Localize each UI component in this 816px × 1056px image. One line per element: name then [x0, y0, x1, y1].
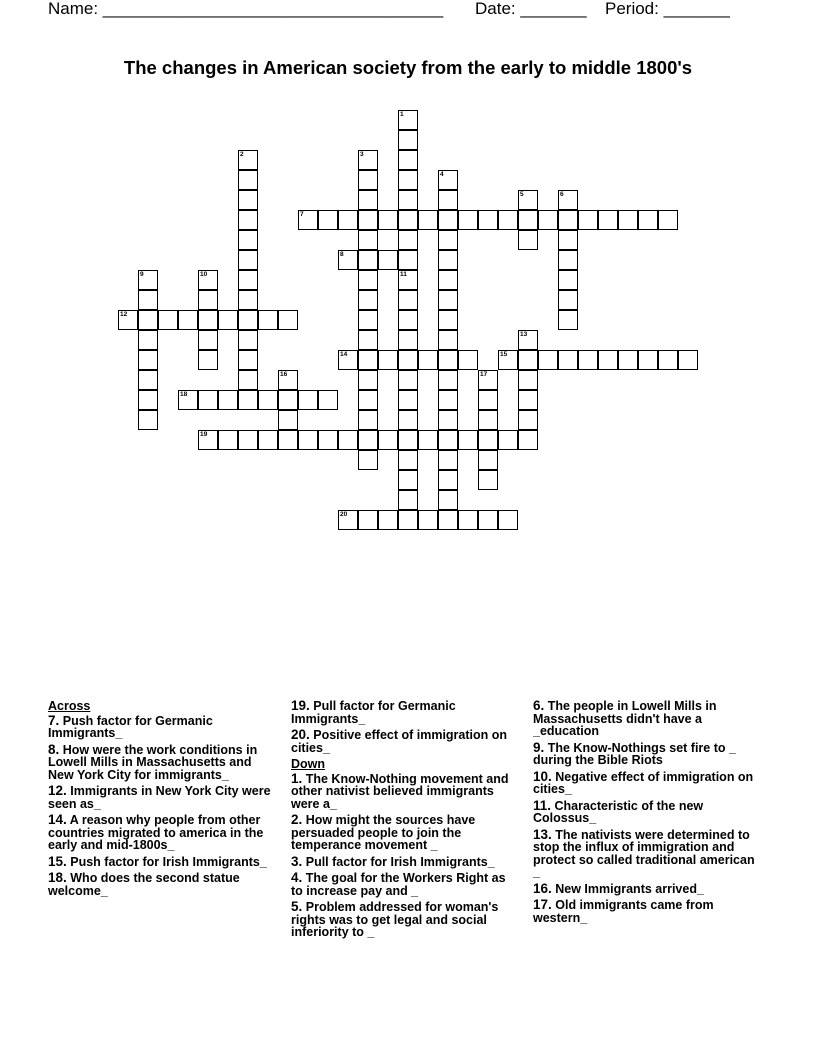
crossword-cell[interactable]	[438, 370, 458, 390]
clue-number: 8	[340, 251, 344, 258]
crossword-cell[interactable]	[478, 390, 498, 410]
crossword-cell[interactable]	[558, 310, 578, 330]
period-field[interactable]: Period: _______	[605, 0, 730, 18]
crossword-cell[interactable]	[298, 430, 318, 450]
crossword-cell[interactable]	[198, 310, 218, 330]
clues-column-3	[533, 700, 758, 928]
crossword-cell[interactable]	[438, 390, 458, 410]
crossword-cell[interactable]	[598, 350, 618, 370]
crossword-cell[interactable]	[398, 250, 418, 270]
crossword-cell[interactable]	[558, 270, 578, 290]
crossword-cell[interactable]	[358, 390, 378, 410]
crossword-cell[interactable]	[398, 290, 418, 310]
clue-number: 15	[500, 351, 508, 358]
clue-across-15: 15. Push factor for Irish Immigrants_	[48, 853, 267, 869]
crossword-cell[interactable]	[298, 210, 318, 230]
crossword-cell[interactable]	[398, 210, 418, 230]
crossword-cell[interactable]	[658, 350, 678, 370]
crossword-cell[interactable]	[358, 450, 378, 470]
crossword-cell[interactable]	[398, 270, 418, 290]
crossword-cell[interactable]	[358, 230, 378, 250]
crossword-cell[interactable]	[438, 170, 458, 190]
crossword-cell[interactable]	[478, 510, 498, 530]
crossword-cell[interactable]	[478, 470, 498, 490]
crossword-cell[interactable]	[518, 210, 538, 230]
crossword-cell[interactable]	[138, 390, 158, 410]
crossword-cell[interactable]	[158, 310, 178, 330]
crossword-cell[interactable]	[318, 390, 338, 410]
clue-across-19: 19. Pull factor for Germanic Immigrants_	[291, 698, 456, 726]
crossword-cell[interactable]	[238, 230, 258, 250]
crossword-cell[interactable]	[238, 290, 258, 310]
crossword-cell[interactable]	[438, 250, 458, 270]
crossword-cell[interactable]	[438, 470, 458, 490]
crossword-cell[interactable]	[558, 290, 578, 310]
crossword-cell[interactable]	[418, 210, 438, 230]
crossword-cell[interactable]	[518, 350, 538, 370]
clue-down-5: 5. Problem addressed for woman's rights was to get legal and social inferiority to _	[291, 899, 499, 939]
crossword-cell[interactable]	[238, 170, 258, 190]
crossword-cell[interactable]	[358, 510, 378, 530]
clue-down-9: 9. The Know-Nothings set fire to _ during the Bible Riots	[533, 739, 736, 767]
clue-across-18: 18. Who does the second statue welcome_	[48, 870, 240, 898]
crossword-cell[interactable]	[438, 270, 458, 290]
crossword-cell[interactable]	[638, 210, 658, 230]
crossword-cell[interactable]	[378, 350, 398, 370]
crossword-cell[interactable]	[478, 210, 498, 230]
crossword-cell[interactable]	[438, 310, 458, 330]
clue-number: 14	[340, 351, 348, 358]
clues-column-1	[48, 700, 273, 901]
crossword-cell[interactable]	[338, 430, 358, 450]
crossword-cell[interactable]	[358, 350, 378, 370]
clue-number: 1	[400, 111, 404, 118]
crossword-cell[interactable]	[138, 350, 158, 370]
crossword-cell[interactable]	[538, 210, 558, 230]
crossword-cell[interactable]	[278, 410, 298, 430]
down-heading: Down	[291, 757, 326, 771]
crossword-cell[interactable]	[398, 370, 418, 390]
crossword-cell[interactable]	[198, 430, 218, 450]
crossword-cell[interactable]	[398, 490, 418, 510]
crossword-cell[interactable]	[398, 110, 418, 130]
clue-down-2: 2. How might the sources have persuaded people to join the temperance movement _	[291, 812, 476, 852]
crossword-cell[interactable]	[218, 430, 238, 450]
crossword-cell[interactable]	[118, 310, 138, 330]
crossword-cell[interactable]	[518, 430, 538, 450]
crossword-cell[interactable]	[438, 210, 458, 230]
crossword-cell[interactable]	[618, 350, 638, 370]
clue-down-3: 3. Pull factor for Irish Immigrants_	[291, 853, 495, 869]
crossword-cell[interactable]	[398, 510, 418, 530]
crossword-cell[interactable]	[238, 250, 258, 270]
clue-down-1: 1. The Know-Nothing movement and other nativist believed immigrants were a_	[291, 770, 509, 811]
clue-across-8: 8. How were the work conditions in Lowell Mills in Massachusetts and New York City for immigrants_	[48, 741, 258, 782]
clue-across-12: 12. Immigrants in New York City were seen as_	[48, 783, 271, 811]
crossword-cell[interactable]	[398, 310, 418, 330]
crossword-cell[interactable]	[678, 350, 698, 370]
crossword-cell[interactable]	[498, 210, 518, 230]
crossword-cell[interactable]	[558, 190, 578, 210]
crossword-cell[interactable]	[198, 330, 218, 350]
crossword-cell[interactable]	[518, 230, 538, 250]
clue-number: 2	[240, 151, 244, 158]
crossword-cell[interactable]	[518, 390, 538, 410]
crossword-cell[interactable]	[438, 450, 458, 470]
crossword-cell[interactable]	[138, 310, 158, 330]
crossword-cell[interactable]	[358, 430, 378, 450]
crossword-cell[interactable]	[238, 370, 258, 390]
crossword-cell[interactable]	[578, 350, 598, 370]
crossword-cell[interactable]	[558, 250, 578, 270]
crossword-cell[interactable]	[258, 310, 278, 330]
crossword-cell[interactable]	[358, 210, 378, 230]
crossword-cell[interactable]	[238, 270, 258, 290]
crossword-cell[interactable]	[338, 250, 358, 270]
crossword-cell[interactable]	[238, 430, 258, 450]
crossword-cell[interactable]	[198, 290, 218, 310]
clue-across-7: 7. Push factor for Germanic Immigrants_	[48, 712, 213, 740]
crossword-cell[interactable]	[318, 210, 338, 230]
date-field[interactable]: Date: _______	[475, 0, 587, 18]
crossword-cell[interactable]	[458, 510, 478, 530]
crossword-cell[interactable]	[338, 350, 358, 370]
crossword-cell[interactable]	[438, 510, 458, 530]
crossword-cell[interactable]	[418, 350, 438, 370]
crossword-cell[interactable]	[358, 310, 378, 330]
clue-number: 6	[560, 191, 564, 198]
crossword-cell[interactable]	[438, 230, 458, 250]
crossword-cell[interactable]	[638, 350, 658, 370]
crossword-cell[interactable]	[138, 270, 158, 290]
crossword-cell[interactable]	[498, 430, 518, 450]
clue-down-6: 6. The people in Lowell Mills in Massachusetts didn't have a _education	[533, 698, 717, 738]
crossword-cell[interactable]	[238, 190, 258, 210]
clue-number: 17	[480, 371, 488, 378]
crossword-cell[interactable]	[238, 350, 258, 370]
crossword-cell[interactable]	[238, 330, 258, 350]
crossword-cell[interactable]	[618, 210, 638, 230]
name-field[interactable]: Name: ____________________________________	[48, 0, 444, 18]
clue-down-10: 10. Negative effect of immigration on cities_	[533, 768, 754, 796]
crossword-cell[interactable]	[358, 270, 378, 290]
crossword-cell[interactable]	[318, 430, 338, 450]
crossword-cell[interactable]	[478, 370, 498, 390]
clue-number: 11	[400, 271, 407, 278]
crossword-cell[interactable]	[358, 190, 378, 210]
crossword-cell[interactable]	[498, 510, 518, 530]
crossword-cell[interactable]	[398, 450, 418, 470]
clue-number: 16	[280, 371, 288, 378]
crossword-cell[interactable]	[358, 410, 378, 430]
clue-down-16: 16. New Immigrants arrived_	[533, 880, 704, 896]
crossword-cell[interactable]	[458, 430, 478, 450]
crossword-cell[interactable]	[198, 270, 218, 290]
crossword-cell[interactable]	[398, 170, 418, 190]
crossword-cell[interactable]	[378, 210, 398, 230]
crossword-cell[interactable]	[218, 390, 238, 410]
clue-down-11: 11. Characteristic of the new Colossus_	[533, 797, 704, 825]
crossword-cell[interactable]	[398, 230, 418, 250]
crossword-cell[interactable]	[378, 430, 398, 450]
across-heading: Across	[48, 699, 91, 713]
crossword-cell[interactable]	[238, 210, 258, 230]
crossword-cell[interactable]	[198, 350, 218, 370]
clue-number: 5	[520, 191, 524, 198]
crossword-cell[interactable]	[438, 190, 458, 210]
crossword-cell[interactable]	[238, 310, 258, 330]
crossword-cell[interactable]	[178, 310, 198, 330]
page-title: The changes in American society from the early to middle 1800's	[123, 57, 693, 78]
crossword-cell[interactable]	[558, 350, 578, 370]
crossword-cell[interactable]	[658, 210, 678, 230]
clue-number: 12	[120, 311, 128, 318]
clue-number: 4	[440, 171, 444, 178]
crossword-cell[interactable]	[478, 450, 498, 470]
crossword-cell[interactable]	[138, 290, 158, 310]
clue-number: 20	[340, 511, 348, 518]
crossword-cell[interactable]	[438, 430, 458, 450]
crossword-cell[interactable]	[398, 190, 418, 210]
clue-number: 3	[360, 151, 364, 158]
crossword-cell[interactable]	[518, 190, 538, 210]
clue-number: 19	[200, 431, 208, 438]
crossword-cell[interactable]	[238, 390, 258, 410]
crossword-cell[interactable]	[438, 330, 458, 350]
crossword-cell[interactable]	[138, 410, 158, 430]
crossword-cell[interactable]	[138, 330, 158, 350]
crossword-cell[interactable]	[198, 390, 218, 410]
crossword-cell[interactable]	[478, 430, 498, 450]
crossword-cell[interactable]	[338, 210, 358, 230]
crossword-cell[interactable]	[518, 370, 538, 390]
clue-down-4: 4. The goal for the Workers Right as to increase pay and _	[291, 870, 506, 898]
crossword-cell[interactable]	[378, 510, 398, 530]
crossword-cell[interactable]	[358, 170, 378, 190]
crossword-cell[interactable]	[258, 430, 278, 450]
crossword-cell[interactable]	[438, 350, 458, 370]
crossword-cell[interactable]	[438, 290, 458, 310]
crossword-cell[interactable]	[418, 510, 438, 530]
clue-across-20: 20. Positive effect of immigration on cities_	[291, 727, 508, 755]
clue-number: 7	[300, 211, 304, 218]
clue-across-14: 14. A reason why people from other countries migrated to america in the early and mid-1800s_	[48, 812, 264, 852]
clues-column-2	[291, 700, 516, 943]
crossword-cell[interactable]	[478, 410, 498, 430]
crossword-cell[interactable]	[518, 330, 538, 350]
clue-number: 9	[140, 271, 144, 278]
crossword-cell[interactable]	[298, 390, 318, 410]
crossword-cell[interactable]	[278, 430, 298, 450]
crossword-cell[interactable]	[578, 210, 598, 230]
crossword-cell[interactable]	[338, 510, 358, 530]
crossword-cell[interactable]	[278, 390, 298, 410]
crossword-cell[interactable]	[398, 430, 418, 450]
crossword-cell[interactable]	[458, 350, 478, 370]
crossword-cell[interactable]	[558, 230, 578, 250]
crossword-cell[interactable]	[278, 310, 298, 330]
crossword-cell[interactable]	[498, 350, 518, 370]
crossword-cell[interactable]	[358, 150, 378, 170]
crossword-cell[interactable]	[398, 470, 418, 490]
crossword-cell[interactable]	[398, 350, 418, 370]
crossword-cell[interactable]	[358, 250, 378, 270]
clue-number: 13	[520, 331, 528, 338]
crossword-cell[interactable]	[398, 330, 418, 350]
crossword-cell[interactable]	[538, 350, 558, 370]
clue-down-13: 13. The nativists were determined to stop the influx of immigration and protect so called traditional american _	[533, 826, 755, 879]
crossword-cell[interactable]	[378, 250, 398, 270]
crossword-cell[interactable]	[278, 370, 298, 390]
crossword-cell[interactable]	[178, 390, 198, 410]
crossword-cell[interactable]	[398, 390, 418, 410]
crossword-cell[interactable]	[218, 310, 238, 330]
crossword-cell[interactable]	[398, 410, 418, 430]
crossword-cell[interactable]	[258, 390, 278, 410]
crossword-cell[interactable]	[358, 290, 378, 310]
crossword-cell[interactable]	[458, 210, 478, 230]
clue-number: 18	[180, 391, 188, 398]
crossword-cell[interactable]	[418, 430, 438, 450]
crossword-cell[interactable]	[398, 150, 418, 170]
crossword-cell[interactable]	[598, 210, 618, 230]
crossword-cell[interactable]	[358, 370, 378, 390]
crossword-cell[interactable]	[138, 370, 158, 390]
crossword-cell[interactable]	[438, 410, 458, 430]
clue-down-17: 17. Old immigrants came from western_	[533, 897, 714, 925]
clue-number: 10	[200, 271, 208, 278]
crossword-cell[interactable]	[438, 490, 458, 510]
crossword-cell[interactable]	[358, 330, 378, 350]
crossword-cell[interactable]	[398, 130, 418, 150]
crossword-cell[interactable]	[558, 210, 578, 230]
crossword-cell[interactable]	[238, 150, 258, 170]
crossword-cell[interactable]	[518, 410, 538, 430]
